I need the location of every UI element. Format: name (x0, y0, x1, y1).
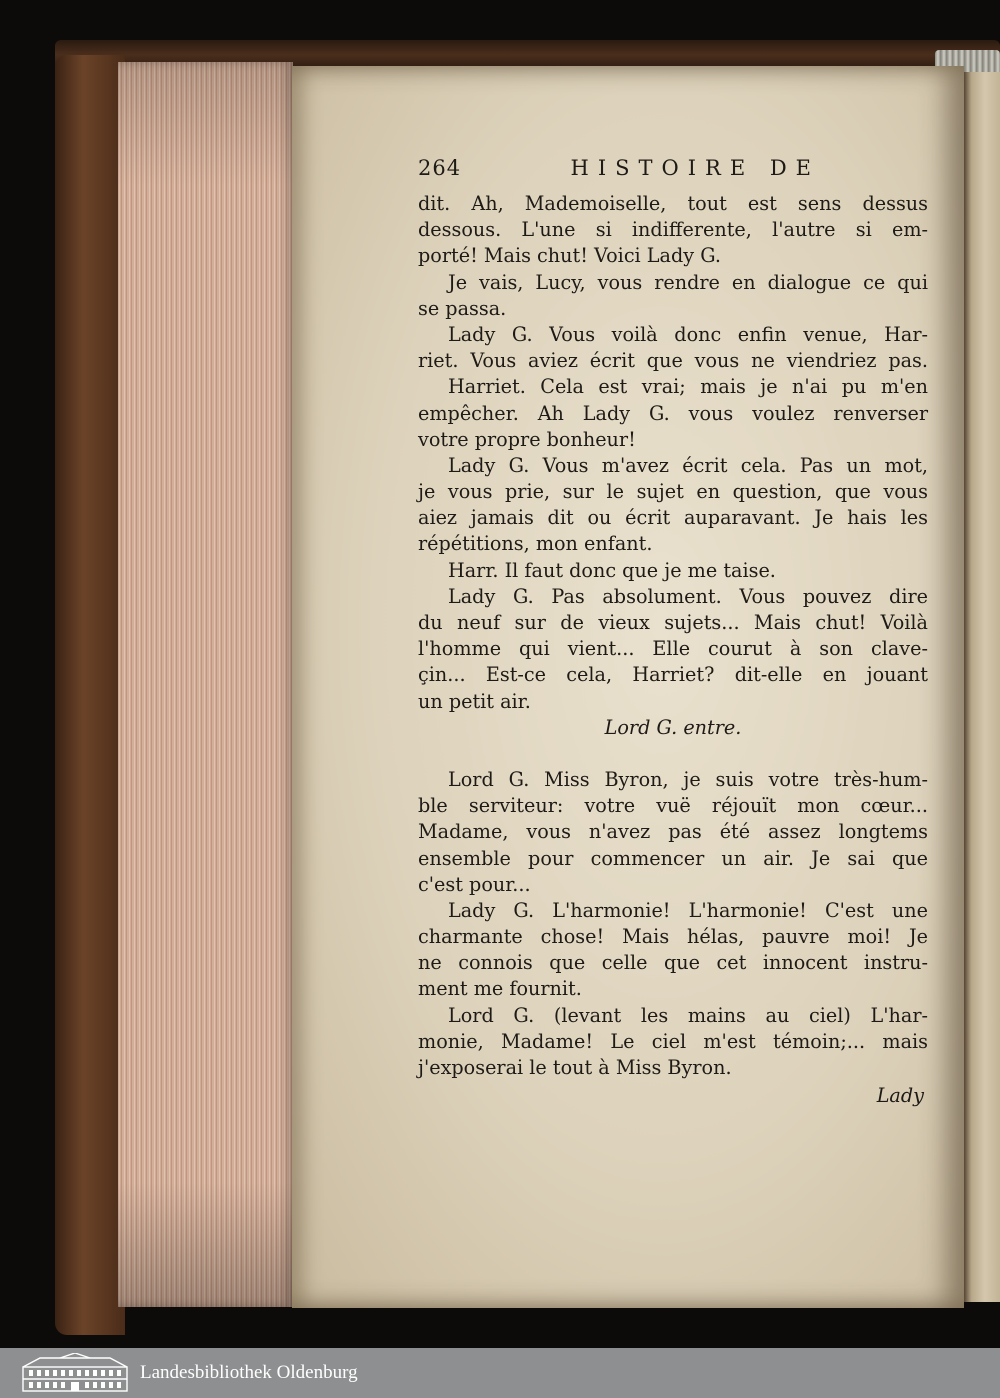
text-line: se passa. (418, 296, 507, 320)
text-line: aiez jamais dit ou écrit auparavant. Je hais les (418, 506, 928, 530)
text-line: charmante chose! Mais hélas, pauvre moi! Je (418, 925, 928, 949)
text-line: porté! Mais chut! Voici Lady G. (418, 244, 721, 268)
text-line: Harr. Il faut donc que je me taise. (448, 558, 776, 582)
text-line: l'homme qui vient... Elle courut à son clave- (418, 637, 928, 661)
text-line: monie, Madame! Le ciel m'est témoin;... mais (418, 1029, 928, 1053)
text-line: riet. Vous aviez écrit que vous ne viendriez pas. (418, 349, 928, 373)
page-text (418, 155, 928, 1109)
spacer (418, 741, 928, 767)
page-edges (118, 62, 293, 1307)
text-line: dessous. L'une si indifferente, l'autre si em- (418, 218, 928, 242)
text-line: ment me fournit. (418, 977, 582, 1001)
text-line: c'est pour... (418, 872, 531, 896)
text-line: Madame, vous n'avez pas été assez longtems (418, 820, 928, 844)
page-header (418, 155, 928, 191)
text-line: Lady G. L'harmonie! L'harmonie! C'est une (448, 898, 928, 922)
text-line: Lady G. Vous voilà donc enfin venue, Har- (448, 322, 928, 346)
page-number: 264 (418, 156, 462, 180)
text-line: Je vais, Lucy, vous rendre en dialogue ce qui (448, 270, 928, 294)
text-line: Lord G. (levant les mains au ciel) L'har- (448, 1003, 928, 1027)
book-cover-spine (55, 55, 125, 1335)
running-title: HISTOIRE DE (570, 156, 820, 180)
text-line: çin... Est-ce cela, Harriet? dit-elle en jouant (418, 663, 928, 687)
facing-page-edge (962, 72, 1000, 1302)
library-building-icon (20, 1353, 130, 1393)
text-line: empêcher. Ah Lady G. vous voulez renverser (418, 401, 928, 425)
text-line: un petit air. (418, 689, 531, 713)
text-line: votre propre bonheur! (418, 427, 636, 451)
text-line: Lady G. Vous m'avez écrit cela. Pas un mot, (448, 453, 928, 477)
catchword: Lady (876, 1084, 924, 1108)
text-line: ne connois que celle que cet innocent instru- (418, 951, 928, 975)
text-line: j'exposerai le tout à Miss Byron. (418, 1056, 732, 1079)
text-line: du neuf sur de vieux sujets... Mais chut! Voilà (418, 611, 928, 634)
text-line: je vous prie, sur le sujet en question, que vous (418, 480, 928, 504)
text-line: ble serviteur: votre vuë réjouït mon cœur... (418, 794, 928, 818)
text-line: Lady G. Pas absolument. Vous pouvez dire (448, 584, 928, 608)
library-name: Landesbibliothek Oldenburg (140, 1362, 358, 1383)
text-line: dit. Ah, Mademoiselle, tout est sens dessus (418, 192, 928, 215)
text-line: ensemble pour commencer un air. Je sai que (418, 846, 928, 870)
text-line: répétitions, mon enfant. (418, 532, 653, 556)
text-line: Lord G. Miss Byron, je suis votre très-hum- (448, 767, 928, 791)
text-line: Harriet. Cela est vrai; mais je n'ai pu m'en (448, 375, 928, 399)
footer-bar (0, 1348, 1000, 1398)
stage-direction: Lord G. entre. (604, 715, 742, 739)
